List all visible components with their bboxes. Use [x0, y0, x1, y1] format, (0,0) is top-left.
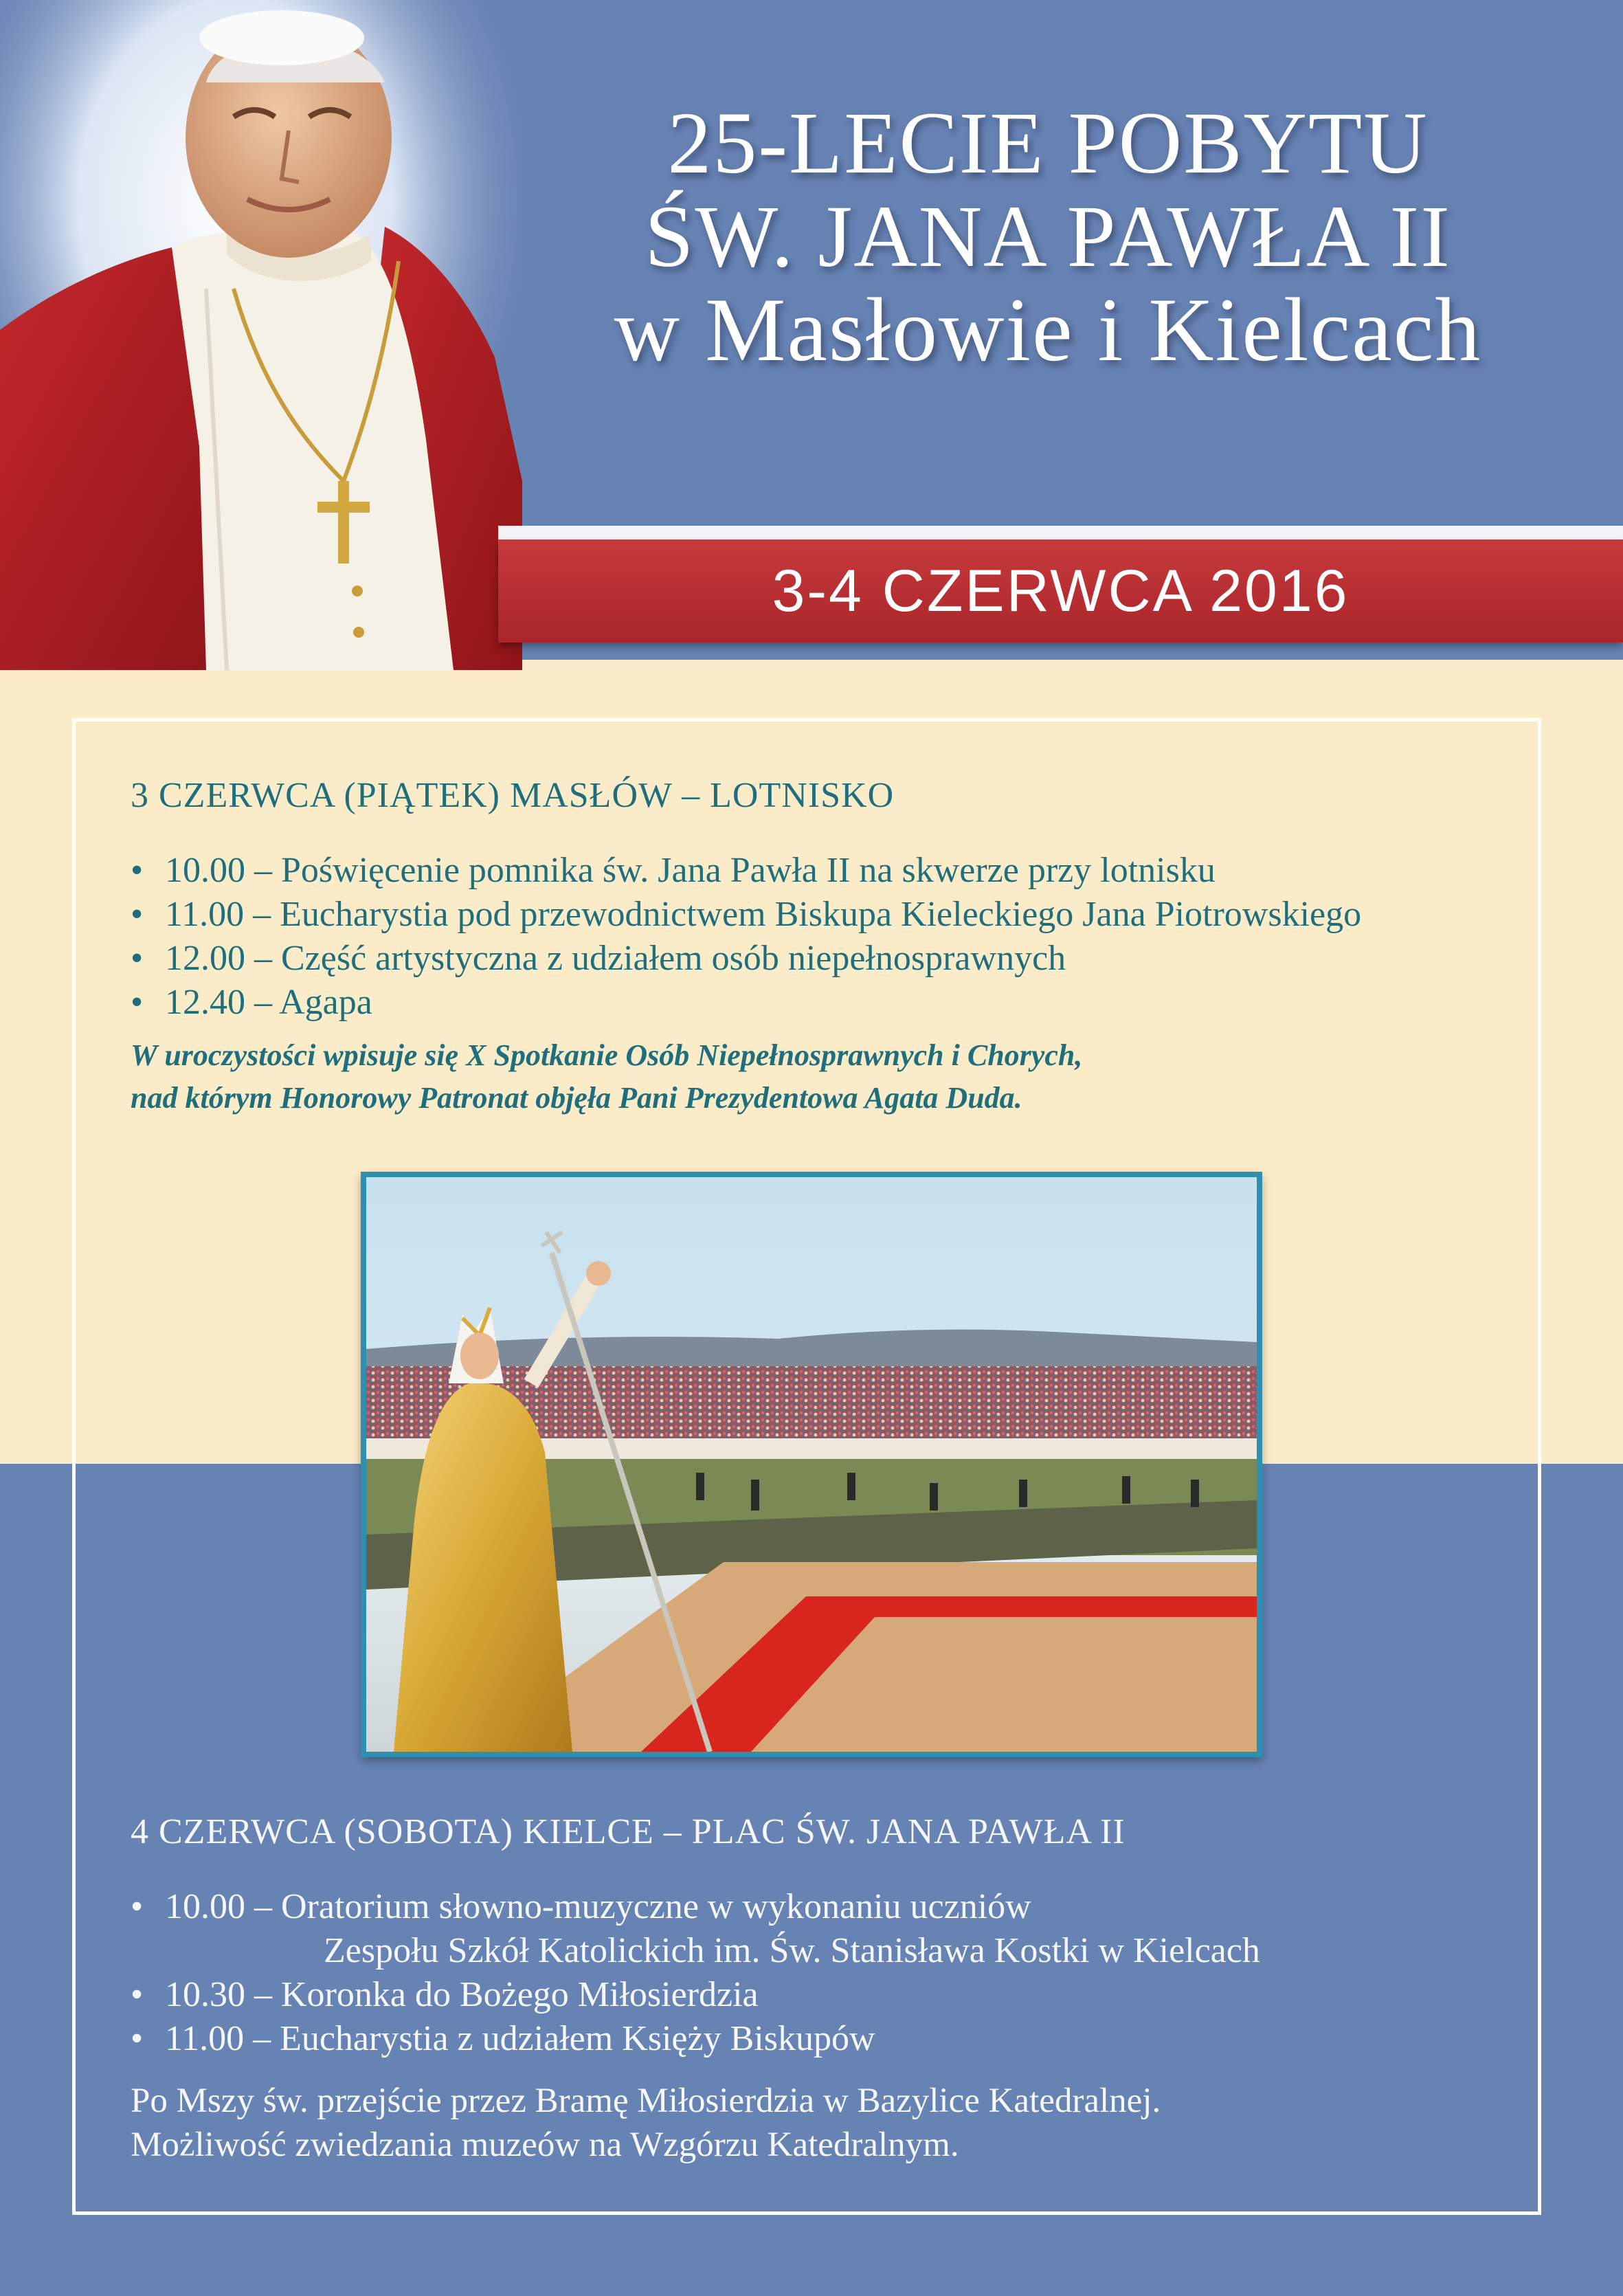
bullet: • — [131, 2019, 144, 2058]
bullet: • — [131, 895, 144, 934]
program-item — [131, 849, 1361, 893]
mass-photo — [361, 1172, 1262, 1757]
day2-heading: 4 CZERWCA (SOBOTA) KIELCE – PLAC ŚW. JANA PAWŁA II — [131, 1812, 1126, 1851]
portrait-image — [0, 0, 522, 670]
title-line-2: ŚW. JANA PAWŁA II — [645, 188, 1451, 285]
program-time: 10.00 — [165, 1887, 245, 1926]
bullet: • — [131, 1887, 144, 1926]
program-text-continued: Zespołu Szkół Katolickich im. Św. Stanisława Kostki w Kielcach — [324, 1931, 1260, 1970]
poster-title — [508, 94, 1587, 380]
program-time: 10.30 — [165, 1975, 245, 2014]
program-item — [131, 893, 1361, 937]
day1-note-line-2: nad którym Honorowy Patronat objęła Pani Prezydentowa Agata Duda. — [131, 1081, 1022, 1115]
title-line-1: 25-LECIE POBYTU — [667, 94, 1429, 192]
program-item — [131, 1973, 1260, 2017]
program-text: – Poświęcenie pomnika św. Jana Pawła II na skwerze przy lotnisku — [254, 851, 1216, 890]
program-text: – Część artystyczna z udziałem osób niepełnosprawnych — [254, 939, 1066, 978]
closing-note — [131, 2079, 1161, 2167]
program-time: 12.00 — [165, 939, 245, 978]
program-item — [131, 1885, 1260, 1973]
program-item — [131, 2017, 1260, 2061]
title-line-3: w Masłowie i Kielcach — [614, 279, 1482, 380]
program-item — [131, 981, 1361, 1025]
program-time: 11.00 — [165, 2019, 245, 2058]
program-time: 10.00 — [165, 851, 245, 890]
event-date: 3-4 CZERWCA 2016 — [772, 558, 1350, 624]
day1-heading: 3 CZERWCA (PIĄTEK) MASŁÓW – LOTNISKO — [131, 776, 895, 815]
day1-program-list — [131, 849, 1361, 1025]
program-time: 11.00 — [165, 895, 245, 934]
day2-program-list — [131, 1885, 1260, 2061]
day1-note — [131, 1034, 1082, 1119]
program-item — [131, 937, 1361, 981]
program-text: – Eucharystia pod przewodnictwem Biskupa Kieleckiego Jana Piotrowskiego — [253, 895, 1362, 934]
bullet: • — [131, 1975, 144, 2014]
program-text: – Koronka do Bożego Miłosierdzia — [254, 1975, 759, 2014]
program-text: – Agapa — [254, 983, 372, 1022]
program-time: 12.40 — [165, 983, 245, 1022]
closing-line-1: Po Mszy św. przejście przez Bramę Miłosierdzia w Bazylice Katedralnej. — [131, 2082, 1161, 2120]
bullet: • — [131, 939, 144, 978]
program-text: – Oratorium słowno-muzyczne w wykonaniu uczniów — [254, 1887, 1031, 1926]
closing-line-2: Możliwość zwiedzania muzeów na Wzgórzu Katedralnym. — [131, 2126, 959, 2164]
bullet: • — [131, 851, 144, 890]
bullet: • — [131, 983, 144, 1022]
date-banner — [498, 526, 1623, 663]
day1-note-line-1: W uroczystości wpisuje się X Spotkanie Osób Niepełnosprawnych i Chorych, — [131, 1038, 1083, 1072]
program-text: – Eucharystia z udziałem Księży Biskupów — [253, 2019, 875, 2058]
